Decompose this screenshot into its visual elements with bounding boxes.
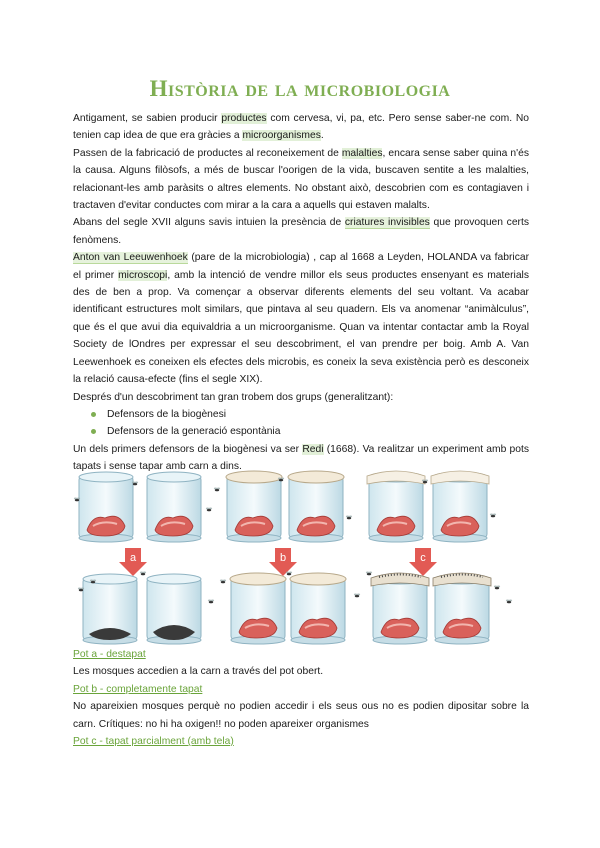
arrow-a bbox=[119, 548, 147, 576]
list-item: Defensors de la biogènesi bbox=[91, 406, 529, 423]
document-body bbox=[73, 110, 529, 476]
jar-a-open-2 bbox=[147, 472, 201, 542]
jar-c-gauze bbox=[367, 471, 425, 542]
caption-title-a: Pot a - destapat bbox=[73, 649, 146, 660]
caption-title-c: Pot c - tapat parcialment (amb tela) bbox=[73, 736, 234, 748]
paragraph-groups: Després d'un descobriment tan gran trobem dos grups (generalitzant): bbox=[73, 391, 394, 403]
list-item: Defensors de la generació espontània bbox=[91, 423, 529, 440]
arrow-c bbox=[409, 548, 437, 576]
highlight-diseases: malalties bbox=[341, 147, 383, 159]
paragraph-products bbox=[73, 110, 529, 145]
text-run: Un dels primers defensors de la biogènesi va ser bbox=[73, 443, 303, 455]
arrow-b bbox=[269, 548, 297, 576]
jar-c-result bbox=[371, 573, 429, 644]
highlight-microorganisms: microorganismes bbox=[242, 130, 321, 142]
text-run: (pare de la microbiologia) , cap al 1668 a Leyden, HOLANDA va fabricar el primer bbox=[73, 252, 529, 281]
text-run: com cervesa, vi, pa, etc. Pero sense saber-ne com. No tenien cap idea de que era gràcies a bbox=[73, 113, 529, 142]
label-a: a bbox=[129, 552, 137, 564]
jar-c-gauze-2 bbox=[431, 471, 489, 542]
caption-text-b: No apareixien mosques perquè no podien accedir i els seus ous no es podien dipositar sobre la carn. Crítiques: no hi ha oxigen!! no poden apareixer organismes bbox=[73, 701, 529, 730]
jar-a-result-2 bbox=[147, 574, 201, 644]
text-run: Antigament, se sabien producir bbox=[73, 113, 222, 124]
jar-a-open bbox=[79, 472, 133, 542]
redi-experiment-figure bbox=[73, 470, 529, 646]
text-run: . bbox=[320, 130, 324, 142]
text-run: (1668). Va realitzar un experiment amb pots tapats i sense tapar amb carn a dins. bbox=[73, 443, 529, 473]
bullet-list bbox=[91, 406, 529, 441]
highlight-redi: Redi bbox=[302, 443, 324, 455]
text-run: que provoquen certs fenòmens. bbox=[73, 217, 529, 246]
label-c: c bbox=[420, 552, 426, 564]
paragraph-invisible bbox=[73, 214, 529, 249]
paragraph-leeuwenhoek bbox=[73, 249, 529, 388]
highlight-products: productes bbox=[221, 113, 267, 124]
paragraph-diseases bbox=[73, 145, 529, 215]
jar-b-sealed bbox=[226, 471, 282, 542]
jar-b-result bbox=[230, 573, 286, 644]
text-run: , encara sense saber quina n'és la causa. Alguns filòsofs, a més de buscar l'oorigen de la vida, buscaven sentite a les malalties, relacionant-les amb paràsits o altres elements. No obstant això, descobrien com es contagiaven i tractaven d'evitar conductes com mirar a la cara a aquells qui estaven malalts. bbox=[73, 147, 529, 212]
text-run: Passen de la fabricació de productes al reconeixement de bbox=[73, 147, 342, 159]
jar-a-result bbox=[83, 574, 137, 644]
highlight-microscope: microscopi bbox=[118, 269, 168, 281]
caption-title-b: Pot b - completamente tapat bbox=[73, 683, 203, 695]
experiment-captions bbox=[73, 646, 529, 750]
label-b: b bbox=[279, 552, 287, 564]
jar-b-result-2 bbox=[290, 573, 346, 644]
page-title: Història de la microbiologia bbox=[149, 76, 451, 101]
jar-b-sealed-2 bbox=[288, 471, 344, 542]
jar-c-result-2 bbox=[433, 573, 491, 644]
highlight-leeuwenhoek: Anton van Leeuwenhoek bbox=[73, 252, 188, 264]
text-run: , amb la intenció de vendre millor els seus productes ensenyant es materials des de ben a prop. Va començar a observar diferents elements del seu voltant. Va acabar identificant estructures molt similars, que pintava al seu quadern. Els va anomenar “animàlculus”, que és el que avui dia equivaldria a un microorganisme. Quan va intentar contactar amb la Royal Society de lOndres per expressar el seu descobriment, el van prendre per boig. Amb A. Van Leewenhoek es coneixen els efectes dels microbis, es coneix la seva existència però es desconeix la relació causa-efecte (fins el segle XIX). bbox=[73, 269, 529, 386]
text-run: Abans del segle XVII alguns savis intuien la presència de bbox=[73, 217, 345, 229]
highlight-invisible-creatures: criatures invisibles bbox=[344, 217, 430, 229]
caption-text-a: Les mosques accedien a la carn a través del pot obert. bbox=[73, 666, 324, 678]
